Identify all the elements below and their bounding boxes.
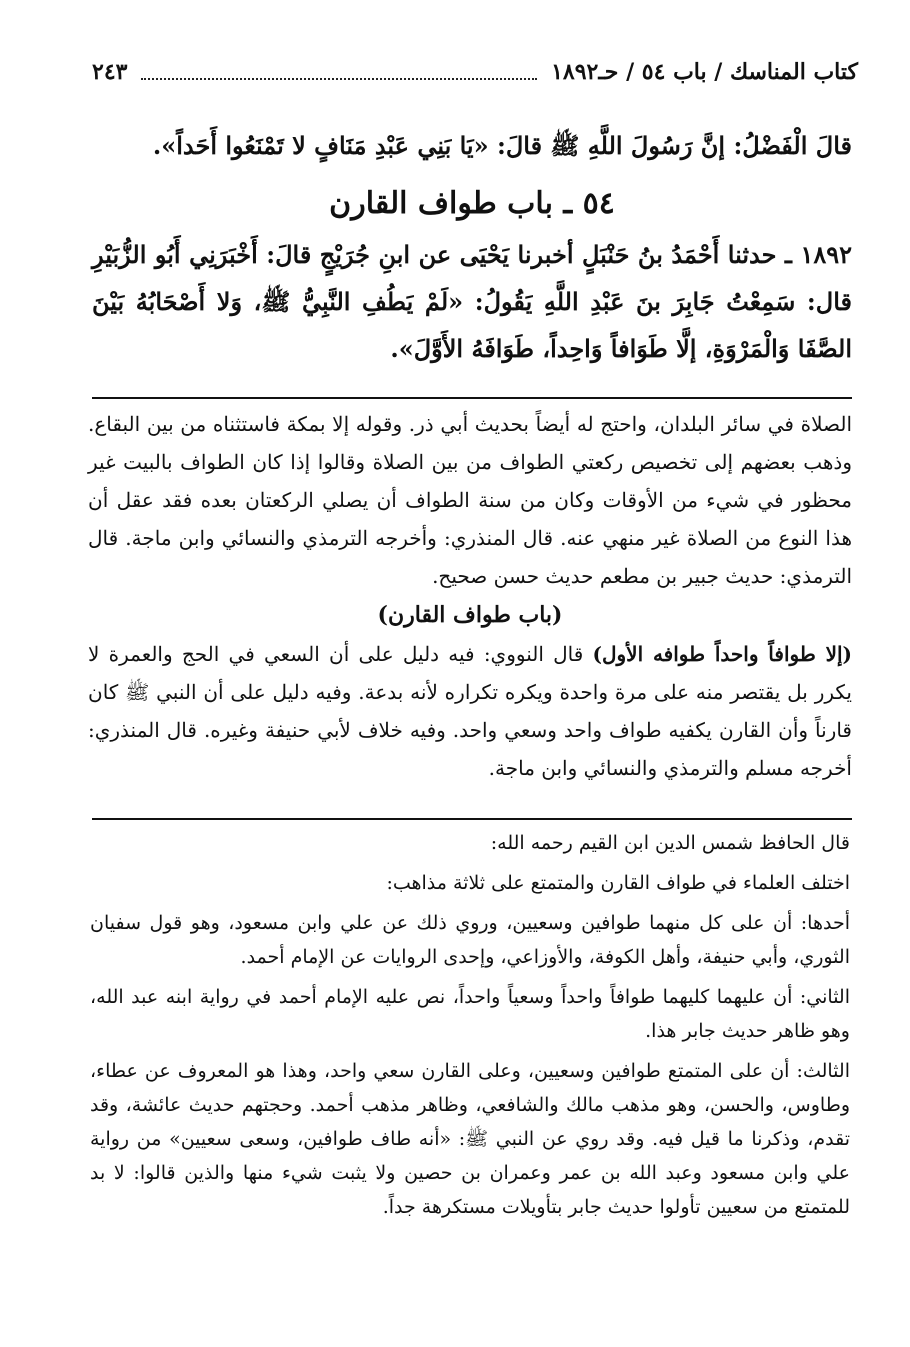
commentary-body: قال النووي: فيه دليل على أن السعي في الحج والعمرة لا يكرر بل يقتصر منه على مرة واحدة ويكره تكراره لأنه بدعة. وفيه دليل على أن النبي ﷺ كان قارناً وأن القارن يكفيه طواف واحد وسعي واحد. وفيه خلاف لأبي حنيفة وغيره. قال المنذري: أخرجه مسلم والترمذي والنسائي وابن ماجة.	[88, 642, 852, 780]
notes-first: أحدها: أن على كل منهما طوافين وسعيين، وروي ذلك عن علي وابن مسعود، وهو قول سفيان الثوري، وأبي حنيفة، وأهل الكوفة، والأوزاعي، وإحدى الروايات عن الإمام أحمد.	[90, 912, 850, 968]
ibn-qayyim-notes	[90, 826, 850, 1230]
intro-text: قالَ الْفَضْلُ: إنَّ رَسُولَ اللَّهِ ﷺ قالَ: «يَا بَنِي عَبْدِ مَنَافٍ لا تَمْنَعُوا أَحَداً».	[152, 131, 852, 160]
commentary-paragraph: الصلاة في سائر البلدان، واحتج له أيضاً بحديث أبي ذر. وقوله إلا بمكة فاستثناه من بين البقاع. وذهب بعضهم إلى تخصيص ركعتي الطواف من بين الصلاة وقالوا إذا كان الطواف بالبيت غير محظور في شيء من الأوقات وكان من سنة الطواف أن يصلي الركعتان بعده فقد عقل أن هذا النوع من الصلاة غير منهي عنه. قال المنذري: وأخرجه الترمذي والنسائي وابن ماجة. قال الترمذي: حديث جبير بن مطعم حديث حسن صحيح.	[88, 412, 852, 588]
page-number: ٢٤٣	[92, 59, 128, 85]
commentary-subtitle: (باب طواف القارن)	[377, 602, 563, 628]
header-dot-leader	[141, 52, 537, 80]
notes-intro: قال الحافظ شمس الدين ابن القيم رحمه الله:	[490, 832, 850, 854]
notes-second: الثاني: أن عليهما كليهما طوافاً واحداً وسعياً واحداً، نص عليه الإمام أحمد في رواية ابنه عبد الله، وهو ظاهر حديث جابر هذا.	[90, 986, 850, 1042]
commentary-paragraph-2	[88, 635, 852, 787]
header-title: كتاب المناسك / باب ٥٤ / حـ١٨٩٢	[551, 59, 858, 85]
notes-line: اختلف العلماء في طواف القارن والمتمتع على ثلاثة مذاهب:	[386, 872, 850, 894]
divider-line	[92, 397, 852, 399]
commentary-section	[88, 405, 852, 787]
hadith-text: ١٨٩٢ ـ حدثنا أَحْمَدُ بنُ حَنْبَلٍ أخبرنا يَحْيَى عن ابنِ جُرَيْجٍ قالَ: أَخْبَرَنِي أَبُو الزُّبَيْرِ قال: سَمِعْتُ جَابِرَ بنَ عَبْدِ اللَّهِ يَقُولُ: «لَمْ يَطُفِ النَّبِيُّ ﷺ، وَلا أَصْحَابُهُ بَيْنَ الصَّفَا وَالْمَرْوَةِ، إلَّا طَوَافاً وَاحِداً، طَوَافَهُ الأَوَّلَ».	[92, 240, 853, 363]
notes-third: الثالث: أن على المتمتع طوافين وسعيين، وعلى القارن سعي واحد، وهذا هو المعروف عن عطاء، وطاوس، والحسن، وهو مذهب مالك والشافعي، وظاهر مذهب أحمد. وحجتهم حديث عائشة، وقد تقدم، وذكرنا ما قيل فيه. وقد روي عن النبي ﷺ: «أنه طاف طوافين، وسعى سعيين» من رواية علي وابن مسعود وعبد الله بن عمر وعمران بن حصين ولا يثبت شيء منها والذين قالوا: لا بد للمتمتع من سعيين تأولوا حديث جابر بتأويلات مستكرهة جداً.	[90, 1060, 850, 1218]
divider-line-2	[92, 818, 852, 820]
running-header	[92, 52, 858, 92]
lemma-text: (إلا طوافاً واحداً طوافه الأول)	[592, 642, 853, 666]
main-text	[92, 122, 852, 372]
chapter-title: ٥٤ ـ باب طواف القارن	[329, 186, 615, 221]
